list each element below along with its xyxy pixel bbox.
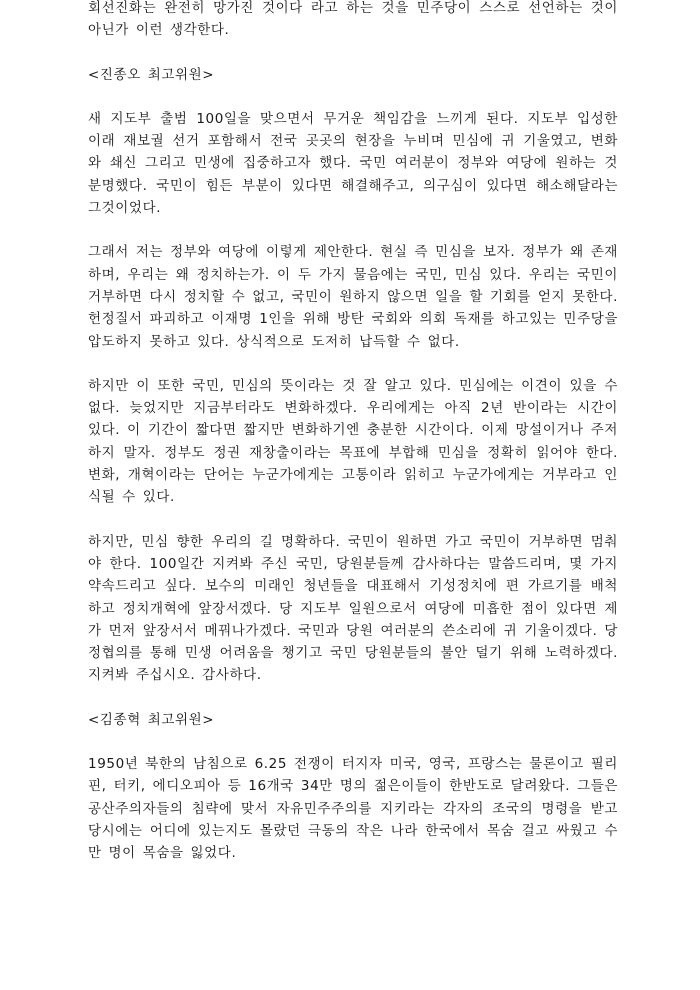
document-body <box>88 0 618 887</box>
speaker-heading: <김종혁 최고위원> <box>88 711 215 728</box>
speaker-heading: <진종오 최고위원> <box>88 66 215 83</box>
paragraph: 새 지도부 출범 100일을 맞으면서 무거운 책임감을 느끼게 된다. 지도부 입성한 이래 재보궐 선거 포함해서 전국 곳곳의 현장을 누비며 민심에 귀 기울였고, 변화와 쇄신 그리고 민생에 집중하고자 했다. 국민 여러분이 정부와 여당에 원하는 것 분명했다. 국민이 힘든 부분이 있다면 해결해주고, 의구심이 있다면 해소해달라는 그것이었다. <box>88 110 618 217</box>
paragraph: 회선진화는 완전히 망가진 것이다 라고 하는 것을 민주당이 스스로 선언하는 것이 아닌가 이런 생각한다. <box>88 0 618 39</box>
paragraph: 하지만 이 또한 국민, 민심의 뜻이라는 것 잘 알고 있다. 민심에는 이견이 있을 수 없다. 늦었지만 지금부터라도 변화하겠다. 우리에게는 아직 2년 반이라는 시간이 있다. 이 기간이 짧다면 짧지만 변화하기엔 충분한 시간이다. 이제 망설이거나 주저하지 말자. 정부도 정권 재창출이라는 목표에 부합해 민심을 정확히 읽어야 한다. 변화, 개혁이라는 단어는 누군가에게는 고통이라 읽히고 누군가에게는 거부라고 인식될 수 있다. <box>88 377 618 506</box>
paragraph: 그래서 저는 정부와 여당에 이렇게 제안한다. 현실 즉 민심을 보자. 정부가 왜 존재하며, 우리는 왜 정치하는가. 이 두 가지 물음에는 국민, 민심 있다. 우리는 국민이 거부하면 다시 정치할 수 없고, 국민이 원하지 않으면 일을 할 기회를 얻지 못한다. 헌정질서 파괴하고 이재명 1인을 위해 방탄 국회와 의회 독재를 하고있는 민주당을 압도하지 못하고 있다. 상식적으로 도저히 납득할 수 없다. <box>88 244 618 350</box>
paragraph: 하지만, 민심 향한 우리의 길 명확하다. 국민이 원하면 가고 국민이 거부하면 멈춰야 한다. 100일간 지켜봐 주신 국민, 당원분들께 감사하다는 말씀드리며, 몇 가지 약속드리고 싶다. 보수의 미래인 청년들을 대표해서 기성정치에 편 가르기를 배척하고 정치개혁에 앞장서겠다. 당 지도부 일원으로서 여당에 미흡한 점이 있다면 제가 먼저 앞장서서 메꿔나가겠다. 국민과 당원 여러분의 쓴소리에 귀 기울이겠다. 당정협의를 통해 민생 어려움을 챙기고 국민 당원분들의 불안 덜기 위해 노력하겠다. 지켜봐 주십시오. 감사하다. <box>88 533 618 684</box>
paragraph: 1950년 북한의 남침으로 6.25 전쟁이 터지자 미국, 영국, 프랑스는 물론이고 필리핀, 터키, 에디오피아 등 16개국 34만 명의 젊은이들이 한반도로 달려왔다. 그들은 공산주의자들의 침략에 맞서 자유민주주의를 지키라는 각자의 조국의 명령을 받고 당시에는 어디에 있는지도 몰랐던 극동의 작은 나라 한국에서 목숨 걸고 싸웠고 수만 명이 목숨을 잃었다. <box>88 756 618 862</box>
